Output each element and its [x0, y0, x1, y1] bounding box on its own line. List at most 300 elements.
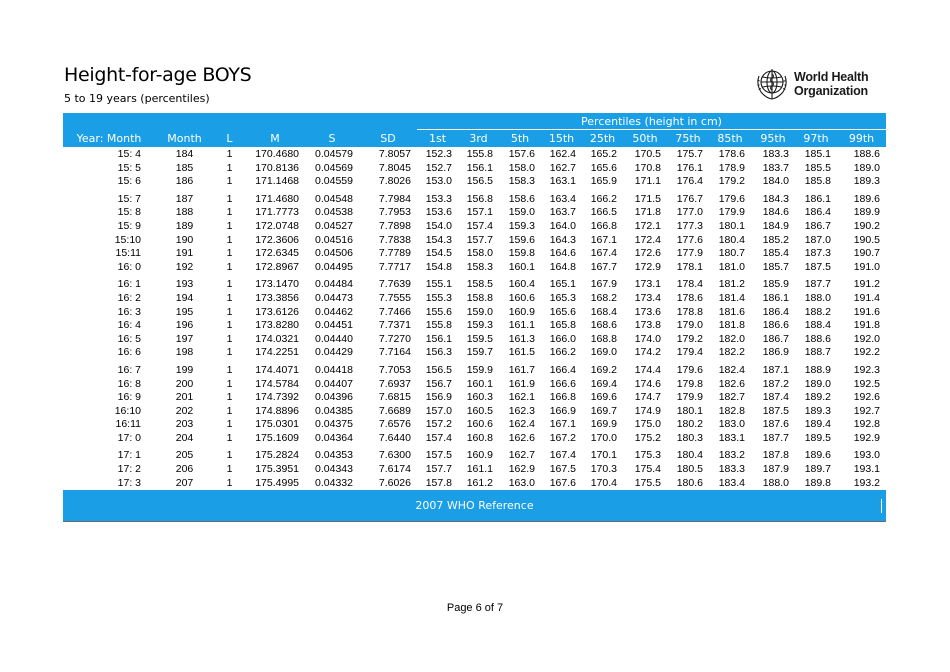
- table-cell: 154.5: [425, 247, 452, 260]
- table-cell: 191.0: [853, 260, 880, 273]
- table-cell: 165.3: [549, 291, 576, 304]
- table-cell: 0.04451: [315, 319, 353, 332]
- table-cell: 17: 0: [117, 431, 141, 444]
- table-cell: 183.3: [718, 463, 745, 476]
- table-cell: 193.0: [853, 449, 880, 462]
- table-row: [63, 206, 886, 220]
- table-cell: 171.8: [634, 206, 661, 219]
- table-cell: 183.1: [718, 431, 745, 444]
- column-header: M: [245, 130, 305, 148]
- table-cell: 1: [226, 319, 233, 332]
- table-cell: 165.9: [590, 175, 617, 188]
- table-cell: 188.0: [762, 476, 789, 489]
- table-cell: 167.9: [590, 278, 617, 291]
- table-cell: 155.8: [466, 148, 493, 160]
- table-cell: 190.2: [853, 219, 880, 232]
- table-cell: 187.3: [804, 247, 831, 260]
- table-cell: 190.5: [853, 233, 880, 246]
- table-cell: 187.5: [762, 404, 789, 417]
- table-cell: 202: [175, 404, 194, 417]
- table-cell: 1: [226, 363, 233, 376]
- table-cell: 183.0: [718, 418, 745, 431]
- table-cell: 179.9: [718, 206, 745, 219]
- table-cell: 189.9: [853, 206, 880, 219]
- table-cell: 163.7: [549, 206, 576, 219]
- table-cell: 169.7: [590, 404, 617, 417]
- table-cell: 185.7: [762, 260, 789, 273]
- table-cell: 167.1: [549, 418, 576, 431]
- table-cell: 1: [226, 346, 233, 359]
- table-cell: 168.8: [590, 332, 617, 345]
- table-cell: 7.7789: [378, 247, 411, 260]
- table-cell: 1: [226, 192, 233, 205]
- table-cell: 189.7: [804, 463, 831, 476]
- table-row: [63, 463, 886, 477]
- table-cell: 161.5: [508, 346, 535, 359]
- table-cell: 154.0: [425, 219, 452, 232]
- percentiles-group-header: Percentiles (height in cm): [417, 113, 886, 130]
- table-cell: 178.8: [676, 305, 703, 318]
- table-cell: 0.04548: [315, 192, 353, 205]
- table-cell: 16: 9: [117, 391, 141, 404]
- page-title: Height-for-age BOYS: [64, 64, 252, 86]
- table-cell: 181.0: [718, 260, 745, 273]
- table-cell: 167.6: [549, 476, 576, 489]
- table-cell: 175.3951: [255, 463, 299, 476]
- table-cell: 164.0: [549, 219, 576, 232]
- table-cell: 152.3: [425, 148, 452, 160]
- table-cell: 180.4: [676, 449, 703, 462]
- table-cell: 17: 3: [117, 476, 141, 489]
- table-cell: 186.7: [762, 332, 789, 345]
- table-cell: 161.2: [466, 476, 493, 489]
- table-cell: 187.5: [804, 260, 831, 273]
- table-cell: 185.1: [804, 148, 831, 160]
- table-cell: 1: [226, 148, 233, 160]
- table-row: [63, 162, 886, 176]
- table-cell: 193.2: [853, 476, 880, 489]
- table-cell: 192.3: [853, 363, 880, 376]
- table-cell: 1: [226, 418, 233, 431]
- table-cell: 191.4: [853, 291, 880, 304]
- table-cell: 189.3: [804, 404, 831, 417]
- table-cell: 169.9: [590, 418, 617, 431]
- table-cell: 173.8280: [255, 319, 299, 332]
- table-cell: 162.4: [508, 418, 535, 431]
- table-cell: 179.0: [676, 319, 703, 332]
- table-cell: 173.6126: [255, 305, 299, 318]
- table-cell: 180.3: [676, 431, 703, 444]
- table-cell: 7.6026: [378, 476, 411, 489]
- table-cell: 0.04440: [315, 332, 353, 345]
- table-cell: 168.4: [590, 305, 617, 318]
- table-cell: 186.4: [804, 206, 831, 219]
- table-cell: 170.5: [634, 148, 661, 160]
- table-cell: 157.7: [425, 463, 452, 476]
- table-cell: 187: [175, 192, 194, 205]
- table-cell: 158.0: [508, 161, 535, 174]
- table-cell: 187.1: [762, 363, 789, 376]
- table-cell: 187.0: [804, 233, 831, 246]
- table-cell: 16: 8: [117, 377, 141, 390]
- column-header: 25th: [582, 130, 623, 148]
- table-cell: 192.0: [853, 332, 880, 345]
- table-cell: 0.04569: [315, 161, 353, 174]
- table-cell: 158.5: [466, 278, 493, 291]
- table-cell: 175.0301: [255, 418, 299, 431]
- table-cell: 163.0: [508, 476, 535, 489]
- table-cell: 7.7984: [378, 192, 411, 205]
- table-cell: 1: [226, 278, 233, 291]
- table-cell: 181.8: [718, 319, 745, 332]
- table-cell: 174.8896: [255, 404, 299, 417]
- table-cell: 7.6576: [378, 418, 411, 431]
- table-cell: 0.04418: [315, 363, 353, 376]
- table-cell: 174.9: [634, 404, 661, 417]
- table-cell: 182.7: [718, 391, 745, 404]
- table-cell: 189.3: [853, 175, 880, 188]
- table-cell: 207: [175, 476, 194, 489]
- table-cell: 165.6: [590, 161, 617, 174]
- table-cell: 169.6: [590, 391, 617, 404]
- table-cell: 1: [226, 233, 233, 246]
- table-cell: 187.9: [762, 463, 789, 476]
- table-cell: 183.7: [762, 161, 789, 174]
- table-cell: 190: [175, 233, 194, 246]
- table-cell: 156.7: [425, 377, 452, 390]
- table-cell: 155.3: [425, 291, 452, 304]
- table-cell: 186: [175, 175, 194, 188]
- table-cell: 173.8: [634, 319, 661, 332]
- header-spacer: [63, 113, 417, 130]
- table-cell: 157.6: [508, 148, 535, 160]
- table-cell: 192: [175, 260, 194, 273]
- table-cell: 182.2: [718, 346, 745, 359]
- table-cell: 185.4: [762, 247, 789, 260]
- table-cell: 192.6: [853, 391, 880, 404]
- table-cell: 160.4: [508, 278, 535, 291]
- table-cell: 1: [226, 305, 233, 318]
- table-cell: 180.2: [676, 418, 703, 431]
- table-row: [63, 477, 886, 491]
- table-cell: 7.6937: [378, 377, 411, 390]
- table-cell: 0.04385: [315, 404, 353, 417]
- table-cell: 178.1: [676, 260, 703, 273]
- table-cell: 1: [226, 431, 233, 444]
- table-cell: 173.4: [634, 291, 661, 304]
- table-cell: 165.6: [549, 305, 576, 318]
- table-cell: 189.5: [804, 431, 831, 444]
- table-cell: 187.2: [762, 377, 789, 390]
- table-row: [63, 378, 886, 392]
- table-cell: 186.1: [804, 192, 831, 205]
- table-cell: 16:10: [114, 404, 141, 417]
- table-cell: 188.4: [804, 319, 831, 332]
- table-cell: 187.7: [804, 278, 831, 291]
- table-cell: 15: 8: [117, 206, 141, 219]
- table-cell: 0.04538: [315, 206, 353, 219]
- table-cell: 203: [175, 418, 194, 431]
- table-cell: 16: 3: [117, 305, 141, 318]
- table-cell: 157.2: [425, 418, 452, 431]
- table-cell: 177.6: [676, 233, 703, 246]
- table-cell: 0.04506: [315, 247, 353, 260]
- table-cell: 184.6: [762, 206, 789, 219]
- table-cell: 194: [175, 291, 194, 304]
- table-cell: 7.8026: [378, 175, 411, 188]
- table-cell: 164.6: [549, 247, 576, 260]
- table-cell: 15: 6: [117, 175, 141, 188]
- table-row: [63, 319, 886, 333]
- bottom-rule: [63, 521, 886, 522]
- table-cell: 156.9: [425, 391, 452, 404]
- table-cell: 161.1: [508, 319, 535, 332]
- table-cell: 156.5: [425, 363, 452, 376]
- table-cell: 159.6: [508, 233, 535, 246]
- table-cell: 159.8: [508, 247, 535, 260]
- table-cell: 168.2: [590, 291, 617, 304]
- table-cell: 166.2: [590, 192, 617, 205]
- table-cell: 170.3: [590, 463, 617, 476]
- table-cell: 1: [226, 476, 233, 489]
- table-cell: 185: [175, 161, 194, 174]
- table-cell: 172.8967: [255, 260, 299, 273]
- table-row: [63, 360, 886, 378]
- table-cell: 0.04332: [315, 476, 353, 489]
- table-cell: 174.2251: [255, 346, 299, 359]
- table-cell: 159.7: [466, 346, 493, 359]
- column-header: S: [305, 130, 359, 148]
- column-header: Month: [155, 130, 214, 148]
- table-cell: 160.6: [466, 418, 493, 431]
- table-cell: 7.6689: [378, 404, 411, 417]
- table-cell: 7.7953: [378, 206, 411, 219]
- table-cell: 169.4: [590, 377, 617, 390]
- table-cell: 175.2: [634, 431, 661, 444]
- table-cell: 184: [175, 148, 194, 160]
- table-cell: 175.1609: [255, 431, 299, 444]
- table-cell: 160.8: [466, 431, 493, 444]
- table-cell: 184.3: [762, 192, 789, 205]
- table-row: [63, 445, 886, 463]
- table-cell: 157.5: [425, 449, 452, 462]
- table-cell: 160.6: [508, 291, 535, 304]
- table-cell: 160.5: [466, 404, 493, 417]
- table-cell: 181.4: [718, 291, 745, 304]
- table-cell: 189.8: [804, 476, 831, 489]
- table-cell: 156.8: [466, 192, 493, 205]
- table-row: [63, 261, 886, 275]
- table-cell: 188.6: [853, 148, 880, 160]
- table-cell: 7.7898: [378, 219, 411, 232]
- table-cell: 174.4: [634, 363, 661, 376]
- table-row: [63, 432, 886, 446]
- table-cell: 170.4: [590, 476, 617, 489]
- table-cell: 172.0748: [255, 219, 299, 232]
- table-cell: 1: [226, 463, 233, 476]
- table-cell: 159.0: [466, 305, 493, 318]
- table-cell: 162.4: [549, 148, 576, 160]
- table-cell: 177.0: [676, 206, 703, 219]
- table-cell: 185.2: [762, 233, 789, 246]
- table-row: [63, 292, 886, 306]
- table-cell: 191.2: [853, 278, 880, 291]
- table-cell: 7.8045: [378, 161, 411, 174]
- table-cell: 15:11: [115, 247, 141, 260]
- table-cell: 1: [226, 332, 233, 345]
- table-cell: 156.3: [425, 346, 452, 359]
- table-cell: 193: [175, 278, 194, 291]
- table-cell: 1: [226, 404, 233, 417]
- table-cell: 16: 2: [117, 291, 141, 304]
- reference-bar: [63, 490, 886, 521]
- table-cell: 178.9: [718, 161, 745, 174]
- table-cell: 173.6: [634, 305, 661, 318]
- column-header-row: [63, 130, 886, 148]
- table-cell: 189: [175, 219, 194, 232]
- org-name-line1: World Health: [794, 70, 869, 84]
- table-cell: 162.7: [508, 449, 535, 462]
- table-cell: 157.4: [466, 219, 493, 232]
- table-cell: 1: [226, 219, 233, 232]
- table-row: [63, 247, 886, 261]
- table-cell: 153.6: [425, 206, 452, 219]
- table-cell: 188: [175, 206, 194, 219]
- table-row: [63, 333, 886, 347]
- column-header: 75th: [667, 130, 709, 148]
- table-row: [63, 175, 886, 189]
- table-cell: 174.4071: [255, 363, 299, 376]
- table-cell: 15:10: [114, 233, 141, 246]
- table-cell: 165.8: [549, 319, 576, 332]
- table-cell: 171.5: [634, 192, 661, 205]
- table-cell: 204: [175, 431, 194, 444]
- table-cell: 188.0: [804, 291, 831, 304]
- table-cell: 0.04429: [315, 346, 353, 359]
- table-cell: 160.9: [508, 305, 535, 318]
- table-cell: 174.0: [634, 332, 661, 345]
- table-cell: 187.8: [762, 449, 789, 462]
- table-cell: 189.0: [853, 161, 880, 174]
- table-cell: 16: 7: [117, 363, 141, 376]
- column-header: Year: Month: [63, 130, 155, 148]
- table-cell: 174.7: [634, 391, 661, 404]
- table-cell: 161.7: [508, 363, 535, 376]
- table-cell: 190.7: [853, 247, 880, 260]
- table-cell: 171.1468: [255, 175, 299, 188]
- table-cell: 0.04407: [315, 377, 353, 390]
- table-cell: 167.4: [590, 247, 617, 260]
- table-cell: 200: [175, 377, 194, 390]
- table-cell: 192.8: [853, 418, 880, 431]
- table-cell: 178.4: [676, 278, 703, 291]
- table-cell: 1: [226, 391, 233, 404]
- table-cell: 1: [226, 161, 233, 174]
- table-cell: 160.9: [466, 449, 493, 462]
- table-cell: 7.7717: [378, 260, 411, 273]
- table-cell: 158.6: [508, 192, 535, 205]
- table-cell: 170.4680: [255, 148, 299, 160]
- table-cell: 179.4: [676, 346, 703, 359]
- table-cell: 173.1: [634, 278, 661, 291]
- table-row: [63, 306, 886, 320]
- reference-bar-tick: [881, 499, 882, 513]
- table-cell: 170.8: [634, 161, 661, 174]
- table-cell: 175.7: [676, 148, 703, 160]
- column-header: 3rd: [458, 130, 499, 148]
- table-cell: 154.3: [425, 233, 452, 246]
- table-cell: 159.9: [466, 363, 493, 376]
- table-row: [63, 234, 886, 248]
- table-cell: 7.6174: [378, 463, 411, 476]
- table-cell: 7.7639: [378, 278, 411, 291]
- table-cell: 171.4680: [255, 192, 299, 205]
- table-cell: 16: 4: [117, 319, 141, 332]
- table-cell: 159.5: [466, 332, 493, 345]
- table-cell: 174.0321: [255, 332, 299, 345]
- column-header: 5th: [499, 130, 541, 148]
- table-cell: 171.7773: [255, 206, 299, 219]
- who-logo-text: [794, 70, 868, 98]
- table-cell: 206: [175, 463, 194, 476]
- table-cell: 165.2: [590, 148, 617, 160]
- table-cell: 189.0: [804, 377, 831, 390]
- table-cell: 7.7053: [378, 363, 411, 376]
- table-cell: 186.9: [762, 346, 789, 359]
- table-cell: 158.8: [466, 291, 493, 304]
- table-cell: 0.04462: [315, 305, 353, 318]
- table-cell: 1: [226, 206, 233, 219]
- table-row: [63, 418, 886, 432]
- table-cell: 176.1: [676, 161, 703, 174]
- table-cell: 188.9: [804, 363, 831, 376]
- table-cell: 164.8: [549, 260, 576, 273]
- table-cell: 185.9: [762, 278, 789, 291]
- table-cell: 1: [226, 291, 233, 304]
- table-cell: 158.0: [466, 247, 493, 260]
- table-cell: 177.3: [676, 219, 703, 232]
- column-header: 97th: [795, 130, 837, 148]
- table-cell: 167.5: [549, 463, 576, 476]
- who-logo: [754, 64, 868, 104]
- table-cell: 180.5: [676, 463, 703, 476]
- table-cell: 160.3: [466, 391, 493, 404]
- table-cell: 192.7: [853, 404, 880, 417]
- table-cell: 186.1: [762, 291, 789, 304]
- table-cell: 7.8057: [378, 148, 411, 160]
- table-cell: 158.3: [466, 260, 493, 273]
- table-cell: 159.0: [508, 206, 535, 219]
- table-cell: 179.9: [676, 391, 703, 404]
- table-cell: 185.8: [804, 175, 831, 188]
- table-cell: 7.6815: [378, 391, 411, 404]
- table-cell: 197: [175, 332, 194, 345]
- table-cell: 153.3: [425, 192, 452, 205]
- table-cell: 189.6: [853, 192, 880, 205]
- percentile-table: [63, 113, 886, 490]
- table-cell: 179.6: [676, 363, 703, 376]
- table-cell: 170.1: [590, 449, 617, 462]
- table-cell: 183.3: [762, 148, 789, 160]
- table-cell: 188.7: [804, 346, 831, 359]
- table-cell: 7.6440: [378, 431, 411, 444]
- table-row: [63, 391, 886, 405]
- table-cell: 173.1470: [255, 278, 299, 291]
- table-cell: 7.7838: [378, 233, 411, 246]
- column-header: 95th: [751, 130, 795, 148]
- table-cell: 181.6: [718, 305, 745, 318]
- table-cell: 180.6: [676, 476, 703, 489]
